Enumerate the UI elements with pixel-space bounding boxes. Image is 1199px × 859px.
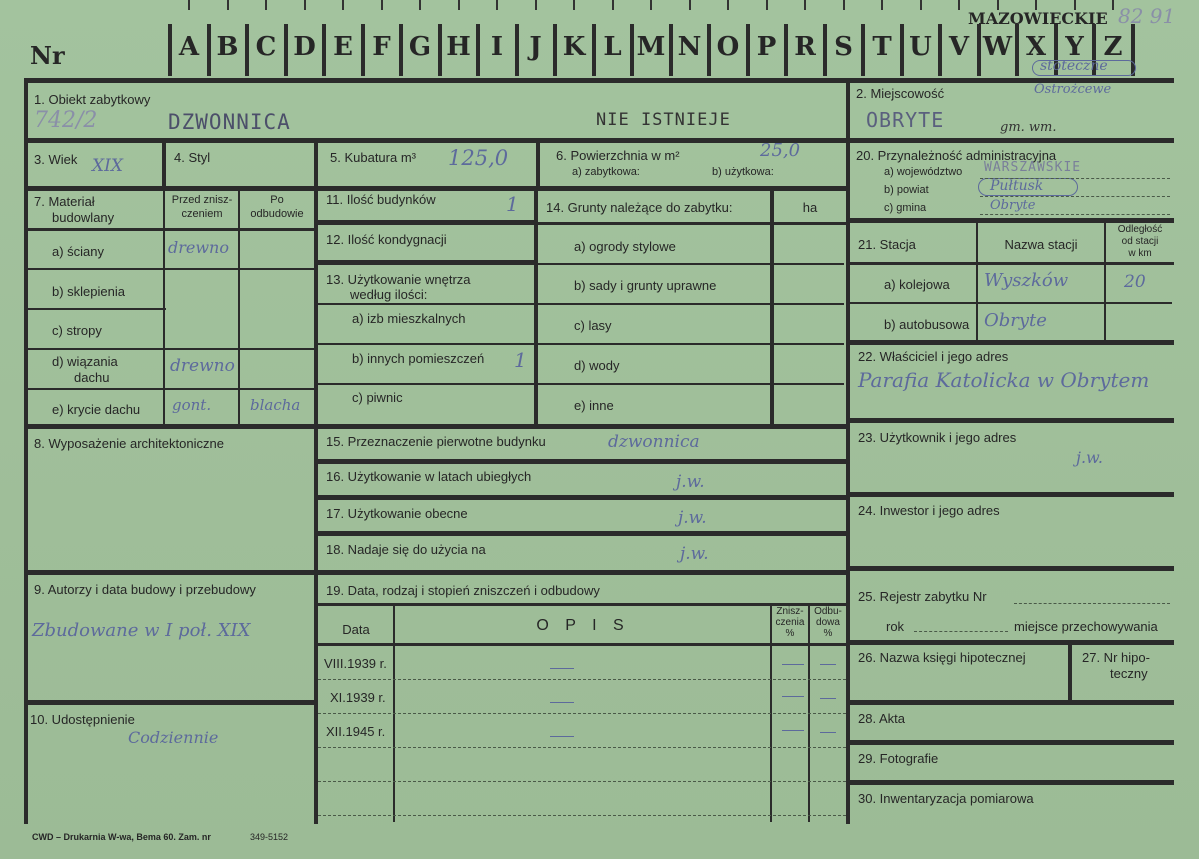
pen-dash	[550, 702, 574, 703]
pen-dash	[782, 730, 804, 731]
f19-date: XII.1945 r.	[326, 724, 386, 739]
f26-label: 26. Nazwa księgi hipotecznej	[858, 650, 1026, 665]
f14-row: d) wody	[574, 358, 620, 373]
index-letter[interactable]: Z	[1103, 32, 1123, 62]
index-tick	[881, 0, 883, 10]
index-tick	[227, 0, 229, 10]
f6-value: 25,0	[760, 140, 801, 161]
rule	[24, 268, 314, 270]
dotted-line	[318, 679, 846, 680]
f1-object-name: DZWONNICA	[168, 110, 291, 134]
rule	[846, 218, 1174, 223]
f18-value: j.w.	[680, 544, 709, 564]
rule	[846, 78, 850, 824]
f19-col-date: Data	[342, 622, 370, 637]
dotted-line	[318, 713, 846, 714]
f22-label: 22. Właściciel i jego adres	[858, 349, 1009, 364]
rule	[846, 640, 1174, 645]
f1-number: 742/2	[34, 108, 98, 133]
rule	[846, 740, 1174, 745]
region-handwritten-number: 82 91	[1118, 4, 1176, 28]
index-tick	[804, 0, 806, 10]
rule	[24, 78, 1174, 83]
f7-col-after: Po	[270, 194, 284, 206]
index-letter[interactable]: P	[756, 32, 777, 62]
dotted-line	[980, 214, 1170, 215]
f19-col-dmg-2: czenia	[775, 617, 805, 628]
pen-dash	[820, 732, 836, 733]
f21-b-label: b) autobusowa	[884, 317, 970, 332]
rule	[314, 531, 846, 536]
f20-a-value: WARSZAWSKIE	[984, 160, 1082, 175]
f23-value: j.w.	[1076, 448, 1103, 467]
rule	[846, 700, 1174, 705]
dotted-line	[980, 178, 1170, 179]
pen-dash	[820, 698, 836, 699]
f5-value: 125,0	[448, 146, 509, 170]
f12-label: 12. Ilość kondygnacji	[326, 232, 447, 247]
index-tick	[458, 0, 460, 10]
rule	[314, 495, 846, 500]
rule	[318, 383, 534, 385]
index-letter[interactable]: W	[982, 32, 1013, 62]
rule	[24, 78, 28, 824]
f20-c-label: c) gmina	[884, 202, 927, 214]
f16-label: 16. Użytkowanie w latach ubiegłych	[326, 469, 532, 484]
f3-label: 3. Wiek	[34, 152, 78, 167]
index-letter[interactable]: M	[636, 32, 666, 62]
index-letter[interactable]: C	[255, 32, 277, 62]
f7-row-rafters-2: dachu	[74, 370, 110, 385]
rule	[24, 424, 846, 429]
f28-label: 28. Akta	[858, 711, 905, 726]
f21-label: 21. Stacja	[858, 237, 916, 252]
index-letter[interactable]: K	[562, 32, 586, 62]
index-letter[interactable]: E	[333, 32, 353, 62]
index-tick	[843, 0, 845, 10]
index-tick	[304, 0, 306, 10]
index-tick	[1112, 0, 1114, 10]
rule	[538, 343, 844, 345]
stamp-box	[1032, 60, 1136, 76]
f19-col-desc: O P I S	[536, 617, 630, 634]
index-tick	[188, 0, 190, 10]
index-tick	[650, 0, 652, 10]
rule	[24, 570, 318, 575]
f19-col-dmg-3: %	[785, 628, 795, 639]
index-tick	[381, 0, 383, 10]
f6-label: 6. Powierzchnia w m²	[556, 148, 680, 163]
index-letter[interactable]: J	[529, 32, 542, 62]
rule	[846, 418, 1174, 423]
f19-col-reb: Odbu-	[814, 606, 842, 617]
index-tick	[496, 0, 498, 10]
f7-row-roofing: e) krycie dachu	[52, 402, 141, 417]
index-letter[interactable]: Y	[1065, 32, 1084, 62]
f19-col-reb-2: dowa	[816, 617, 840, 628]
f7-rafters-before: drewno	[170, 356, 235, 376]
rule	[538, 383, 844, 385]
dotted-line	[1014, 603, 1170, 604]
f7-row-rafters: d) wiązania	[52, 354, 118, 369]
index-tick	[342, 0, 344, 10]
f13-label-2: według ilości:	[350, 287, 428, 302]
dotted-line	[318, 747, 846, 748]
nr-label: Nr	[30, 41, 65, 70]
index-letter[interactable]: X	[1025, 32, 1047, 62]
f11-value: 1	[506, 192, 519, 216]
dotted-line	[318, 815, 846, 816]
f14-row: b) sady i grunty uprawne	[574, 278, 717, 293]
printer-order-no: 349-5152	[250, 832, 289, 842]
pen-dash	[782, 696, 804, 697]
pen-dash	[820, 664, 836, 665]
f21-a-label: a) kolejowa	[884, 277, 950, 292]
f19-date: XI.1939 r.	[330, 690, 386, 705]
f21-col-dist: Odległość	[1117, 224, 1163, 235]
f19-label: 19. Data, rodzaj i stopień zniszczeń i odbudowy	[326, 583, 600, 598]
rule	[24, 138, 846, 143]
f13-label: 13. Użytkowanie wnętrza	[326, 272, 471, 287]
f16-value: j.w.	[676, 472, 705, 492]
f14-unit: ha	[802, 200, 818, 215]
rule	[318, 343, 534, 345]
index-tick	[612, 0, 614, 10]
f23-label: 23. Użytkownik i jego adres	[858, 430, 1017, 445]
f8-label: 8. Wyposażenie architektoniczne	[34, 436, 224, 451]
f15-label: 15. Przeznaczenie pierwotne budynku	[326, 434, 546, 449]
f17-label: 17. Użytkowanie obecne	[326, 506, 468, 521]
pen-dash	[550, 668, 574, 669]
index-letter[interactable]: T	[872, 32, 892, 62]
f2-label: 2. Miejscowość	[856, 86, 945, 101]
f6-sub-a: a) zabytkowa:	[572, 166, 640, 178]
f14-row: a) ogrody stylowe	[574, 239, 676, 254]
f7-label: 7. Materiał	[34, 194, 95, 209]
f19-date: VIII.1939 r.	[324, 656, 387, 671]
f6-sub-b: b) użytkowa:	[712, 166, 774, 178]
f21-col-name: Nazwa stacji	[1004, 237, 1078, 252]
f18-label: 18. Nadaje się do użycia na	[326, 542, 486, 557]
f2-handwritten: Ostrożcewe	[1034, 82, 1112, 97]
index-letter[interactable]: S	[834, 32, 853, 62]
rule	[846, 780, 1174, 785]
f9-value: Zbudowane w I poł. XIX	[32, 620, 251, 641]
f7-roofing-after: blacha	[250, 396, 301, 414]
f25-label: 25. Rejestr zabytku Nr	[858, 589, 987, 604]
f21-a-name: Wyszków	[984, 270, 1069, 291]
index-letter[interactable]: N	[677, 32, 702, 62]
index-tick	[766, 0, 768, 10]
index-letter[interactable]: L	[603, 32, 622, 62]
f7-walls-before: drewno	[168, 238, 229, 257]
index-letter[interactable]: A	[178, 32, 200, 62]
index-tick	[958, 0, 960, 10]
f14-row: e) inne	[574, 398, 614, 413]
f25-year: rok	[886, 619, 905, 634]
index-tick	[535, 0, 537, 10]
rule	[24, 700, 318, 705]
f5-label: 5. Kubatura m³	[330, 150, 416, 165]
f7-row-walls: a) ściany	[52, 244, 105, 259]
f13-b-value: 1	[514, 348, 527, 372]
rule	[318, 570, 846, 575]
f25-location: miejsce przechowywania	[1014, 619, 1158, 634]
f10-label: 10. Udostępnienie	[30, 712, 135, 727]
index-letter[interactable]: U	[909, 32, 932, 62]
rule	[846, 138, 1174, 143]
f10-value: Codziennie	[128, 728, 219, 747]
rule	[846, 492, 1174, 497]
f2-locality: OBRYTE	[866, 108, 945, 132]
printer-footer: CWD – Drukarnia W-wa, Bema 60. Zam. nr	[32, 832, 211, 842]
f1-label: 1. Obiekt zabytkowy	[34, 92, 151, 107]
rule	[24, 308, 166, 310]
rule	[314, 459, 846, 464]
f22-value: Parafia Katolicka w Obrytem	[858, 368, 1150, 392]
f13-a: a) izb mieszkalnych	[352, 311, 466, 326]
rule	[24, 186, 846, 191]
f20-a-label: a) województwo	[884, 166, 963, 178]
f20-b-label: b) powiat	[884, 184, 929, 196]
index-tick	[920, 0, 922, 10]
index-letter[interactable]: G	[408, 32, 432, 62]
rule	[24, 388, 314, 390]
rule	[538, 263, 844, 265]
index-letter[interactable]: D	[293, 32, 316, 62]
f21-a-dist: 20	[1124, 272, 1146, 292]
f17-value: j.w.	[678, 508, 707, 528]
f29-label: 29. Fotografie	[858, 751, 939, 766]
f19-col-reb-3: %	[823, 628, 833, 639]
f20-c-value: Obryte	[990, 198, 1036, 213]
index-tick	[573, 0, 575, 10]
f7-label-2: budowlany	[52, 210, 115, 225]
index-letter[interactable]: R	[794, 32, 816, 62]
f21-col-dist-2: od stacji	[1121, 236, 1159, 247]
rule	[538, 222, 846, 225]
f20-label: 20. Przynależność administracyjna	[856, 148, 1057, 163]
f7-roofing-before: gont.	[172, 396, 212, 414]
dotted-line	[318, 781, 846, 782]
f4-label: 4. Styl	[174, 150, 211, 165]
dotted-line	[914, 631, 1008, 632]
stamp-box	[978, 178, 1078, 196]
rule	[314, 138, 318, 824]
index-letter[interactable]: B	[216, 32, 239, 62]
f1-status: NIE ISTNIEJE	[596, 110, 731, 130]
f14-row: c) lasy	[574, 318, 612, 333]
index-tick	[727, 0, 729, 10]
rule	[318, 643, 846, 646]
f9-label: 9. Autorzy i data budowy i przebudowy	[34, 582, 256, 597]
f15-value: dzwonnica	[608, 432, 700, 452]
f30-label: 30. Inwentaryzacja pomiarowa	[858, 791, 1034, 806]
index-letter[interactable]: V	[948, 32, 970, 62]
f2-note: gm. wm.	[1000, 120, 1057, 135]
f7-col-after-2: odbudowie	[250, 208, 304, 220]
f3-value: XIX	[92, 156, 123, 176]
index-tick	[265, 0, 267, 10]
index-letter[interactable]: O	[716, 32, 740, 62]
rule	[1068, 640, 1072, 700]
f27-label-2: teczny	[1110, 666, 1148, 681]
pen-dash	[550, 736, 574, 737]
f24-label: 24. Inwestor i jego adres	[858, 503, 1000, 518]
index-letter[interactable]: I	[490, 32, 504, 62]
f7-row-vaults: b) sklepienia	[52, 284, 125, 299]
f13-c: c) piwnic	[352, 390, 403, 405]
f19-col-dmg: Znisz-	[776, 606, 804, 617]
f14-label: 14. Grunty należące do zabytku:	[546, 200, 733, 215]
rule	[846, 262, 1174, 265]
dotted-line	[980, 196, 1170, 197]
rule	[24, 228, 314, 231]
rule	[536, 138, 540, 186]
f7-row-ceilings: c) stropy	[52, 323, 102, 338]
rule	[538, 303, 844, 305]
f21-col-dist-3: w km	[1128, 248, 1152, 259]
rule	[314, 260, 536, 265]
f13-b: b) innych pomieszczeń	[352, 351, 485, 366]
rule	[850, 302, 1172, 304]
rule	[314, 220, 536, 225]
f27-label: 27. Nr hipo-	[1082, 650, 1150, 665]
index-tick	[419, 0, 421, 10]
rule	[318, 303, 534, 305]
index-tick	[689, 0, 691, 10]
stamp-subtitle: stoteczne	[1040, 58, 1108, 74]
f20-b-value: Pułtusk	[990, 178, 1044, 194]
rule	[846, 340, 1174, 345]
f7-col-before: Przed znisz-	[171, 194, 233, 206]
index-letter[interactable]: H	[446, 32, 471, 62]
rule	[24, 348, 314, 350]
region-stamp: MAZOWIECKIE	[968, 9, 1108, 28]
rule	[162, 138, 166, 186]
index-letter[interactable]: F	[372, 32, 391, 62]
rule	[318, 603, 846, 606]
f21-b-name: Obryte	[984, 310, 1047, 331]
f7-col-before-2: czeniem	[181, 208, 223, 220]
rule	[846, 566, 1174, 571]
pen-dash	[782, 664, 804, 665]
f11-label: 11. Ilość budynków	[326, 192, 436, 207]
